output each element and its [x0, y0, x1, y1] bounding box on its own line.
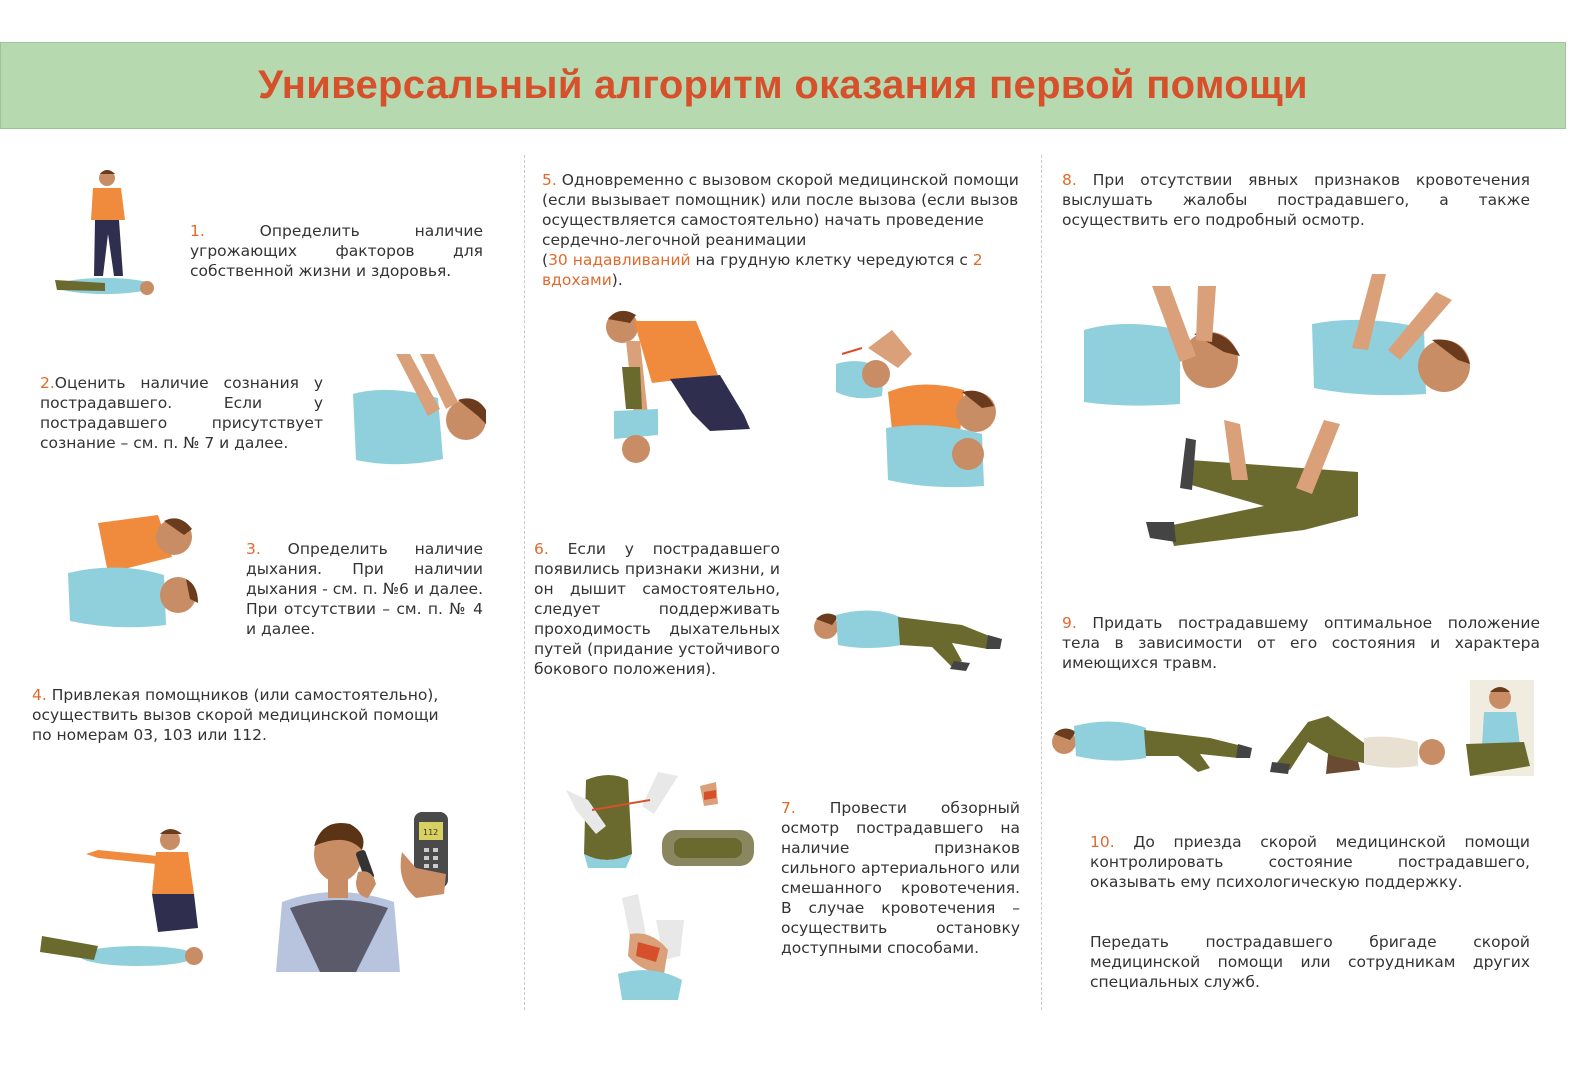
assess-danger-illustration: [45, 168, 165, 304]
step-9-body: Придать пострадавшему оптимальное положение тела в зависимости от его состояния и характера имеющихся травм.: [1062, 614, 1540, 672]
step-2-number: 2.: [40, 374, 55, 392]
step-9-text: [1062, 613, 1540, 673]
step-1-number: 1.: [190, 222, 205, 240]
compressions-count: 30 надавливаний: [548, 251, 691, 269]
step-5-mid: на грудную клетку чередуются с: [690, 251, 973, 269]
title-banner: [0, 42, 1566, 129]
step-5-number: 5.: [542, 171, 557, 189]
step-8-number: 8.: [1062, 171, 1077, 189]
step-5-text: [542, 170, 1020, 290]
step-5-body: Одновременно с вызовом скорой медицинской помощи (если вызывает помощник) или после вызова (если вызов осуществляется самостоятельно) начать проведение сердечно-легочной реанимации: [542, 171, 1019, 249]
step-1-text: [190, 221, 483, 281]
step-7-number: 7.: [781, 799, 796, 817]
breaths-count: 2 вдохами: [542, 251, 983, 289]
step-8-body: При отсутствии явных признаков кровотечения выслушать жалобы пострадавшего, а также осуществить его подробный осмотр.: [1062, 171, 1530, 229]
step-3-number: 3.: [246, 540, 261, 558]
step-8-text: [1062, 170, 1530, 230]
step-4-number: 4.: [32, 686, 47, 704]
step-10-number: 10.: [1090, 833, 1115, 851]
step-3-body: Определить наличие дыхания. При наличии дыхания - см. п. №6 и далее. При отсутствии – см. п. № 4 и далее.: [246, 540, 483, 638]
column-divider: [1041, 155, 1042, 1010]
step-5-paren: (: [542, 251, 549, 269]
step-4-text: [32, 685, 457, 745]
step-10-body: До приезда скорой медицинской помощи контролировать состояние пострадавшего, оказывать ему психологическую поддержку.: [1090, 833, 1530, 891]
legs-examination-illustration: [1144, 420, 1362, 556]
chest-compressions-illustration: [600, 305, 756, 465]
sitting-position-illustration: [1464, 680, 1536, 776]
rescue-breaths-illustration: [832, 330, 1004, 490]
phone-call-illustration: [276, 812, 456, 972]
step-4-body: Привлекая помощников (или самостоятельно), осуществить вызов скорой медицинской помощи по номерам 03, 103 или 112.: [32, 686, 439, 744]
step-9-number: 9.: [1062, 614, 1077, 632]
phone-screen-number: 112: [423, 828, 439, 837]
step-2-text: [40, 373, 323, 453]
step-10-text: [1090, 832, 1530, 892]
raised-legs-illustration: [1268, 712, 1448, 778]
head-examination-illustration: [1084, 286, 1244, 408]
check-breathing-illustration: [68, 513, 200, 629]
step-6-body: Если у пострадавшего появились признаки жизни, и он дышит самостоятельно, следует поддерживать проходимость дыхательных путей (придание устойчивого бокового положения).: [534, 540, 780, 678]
splint-illustration: [660, 782, 760, 872]
column-divider: [524, 155, 525, 1010]
step-1-body: Определить наличие угрожающих факторов для собственной жизни и здоровья.: [190, 222, 483, 280]
chest-examination-illustration: [1312, 274, 1472, 398]
step-7-body: Провести обзорный осмотр пострадавшего на наличие признаков сильного артериального или смешанного кровотечения. В случае кровотечения – осуществить остановку доступными способами.: [781, 799, 1020, 957]
final-step-text: Передать пострадавшего бригаде скорой медицинской помощи или сотрудникам других специальных служб.: [1090, 933, 1530, 991]
step-6-number: 6.: [534, 540, 549, 558]
call-for-help-illustration: [38, 828, 210, 978]
recovery-position-illustration: [812, 605, 1006, 673]
check-consciousness-illustration: [348, 354, 493, 472]
step-2-body: Оценить наличие сознания у пострадавшего. Если у пострадавшего присутствует сознание – см. п. № 7 и далее.: [40, 374, 323, 452]
step-3-text: [246, 539, 483, 639]
step-5-paren-close: ).: [611, 271, 623, 289]
step-6-text: [534, 539, 780, 679]
bandage-illustration: [612, 890, 692, 1002]
side-position-illustration: [1050, 712, 1254, 774]
step-7-text: [781, 798, 1020, 958]
page-title: Универсальный алгоритм оказания первой помощи: [258, 63, 1308, 107]
